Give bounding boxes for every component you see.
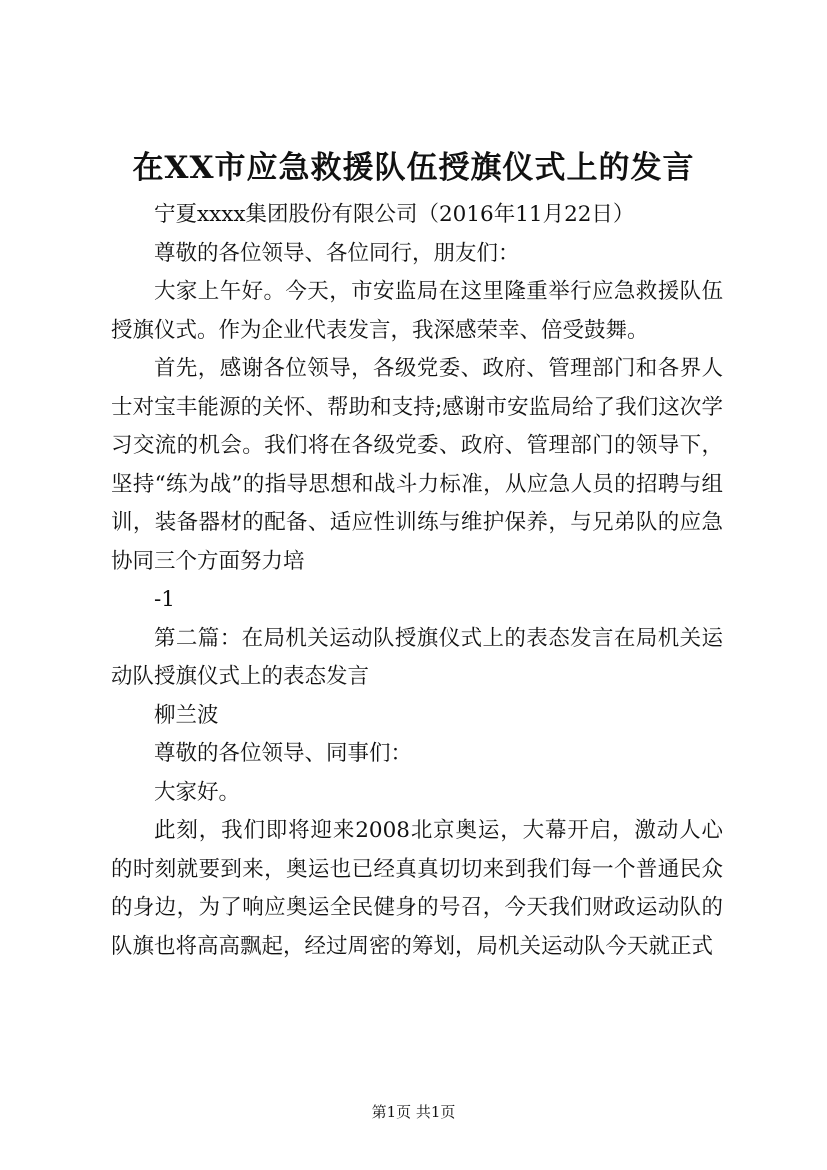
document-body bbox=[111, 196, 723, 966]
paragraph-author: 柳兰波 bbox=[154, 702, 219, 728]
paragraph-thanks: 首先，感谢各位领导，各级党委、政府、管理部门和各界人士对宝丰能源的关怀、帮助和支持;感谢市安监局给了我们这次学习交流的机会。我们将在各级党委、政府、管理部门的领导下，坚持“练为战”的指导思想和战斗力标准，从应急人员的招聘与组训，装备器材的配备、适应性训练与维护保养，与兄弟队的应急协同三个方面努力培 bbox=[111, 356, 723, 574]
paragraph-salutation: 尊敬的各位领导、各位同行，朋友们： bbox=[154, 240, 520, 266]
paragraph-page-mark: -1 bbox=[154, 587, 175, 612]
document-title: 在XX市应急救援队伍授旗仪式上的发言 bbox=[132, 150, 695, 186]
paragraph-company-date: 宁夏xxxx集团股份有限公司（2016年11月22日） bbox=[154, 202, 635, 227]
paragraph-greeting: 大家上午好。今天，市安监局在这里隆重举行应急救援队伍授旗仪式。作为企业代表发言，我深感荣幸、倍受鼓舞。 bbox=[111, 279, 723, 343]
paragraph-salutation-2: 尊敬的各位领导、同事们： bbox=[154, 741, 413, 766]
page-footer: 第1页 共1页 bbox=[371, 1103, 456, 1121]
paragraph-greeting-2: 大家好。 bbox=[154, 779, 241, 805]
paragraph-section-heading: 第二篇：在局机关运动队授旗仪式上的表态发言在局机关运动队授旗仪式上的表态发言 bbox=[111, 625, 723, 689]
paragraph-olympics: 此刻，我们即将迎来2008北京奥运，大幕开启，激动人心的时刻就要到来，奥运也已经真真切切来到我们每一个普通民众的身边，为了响应奥运全民健身的号召，今天我们财政运动队的队旗也将高高飘起，经过周密的筹划，局机关运动队今天就正式 bbox=[111, 818, 723, 959]
